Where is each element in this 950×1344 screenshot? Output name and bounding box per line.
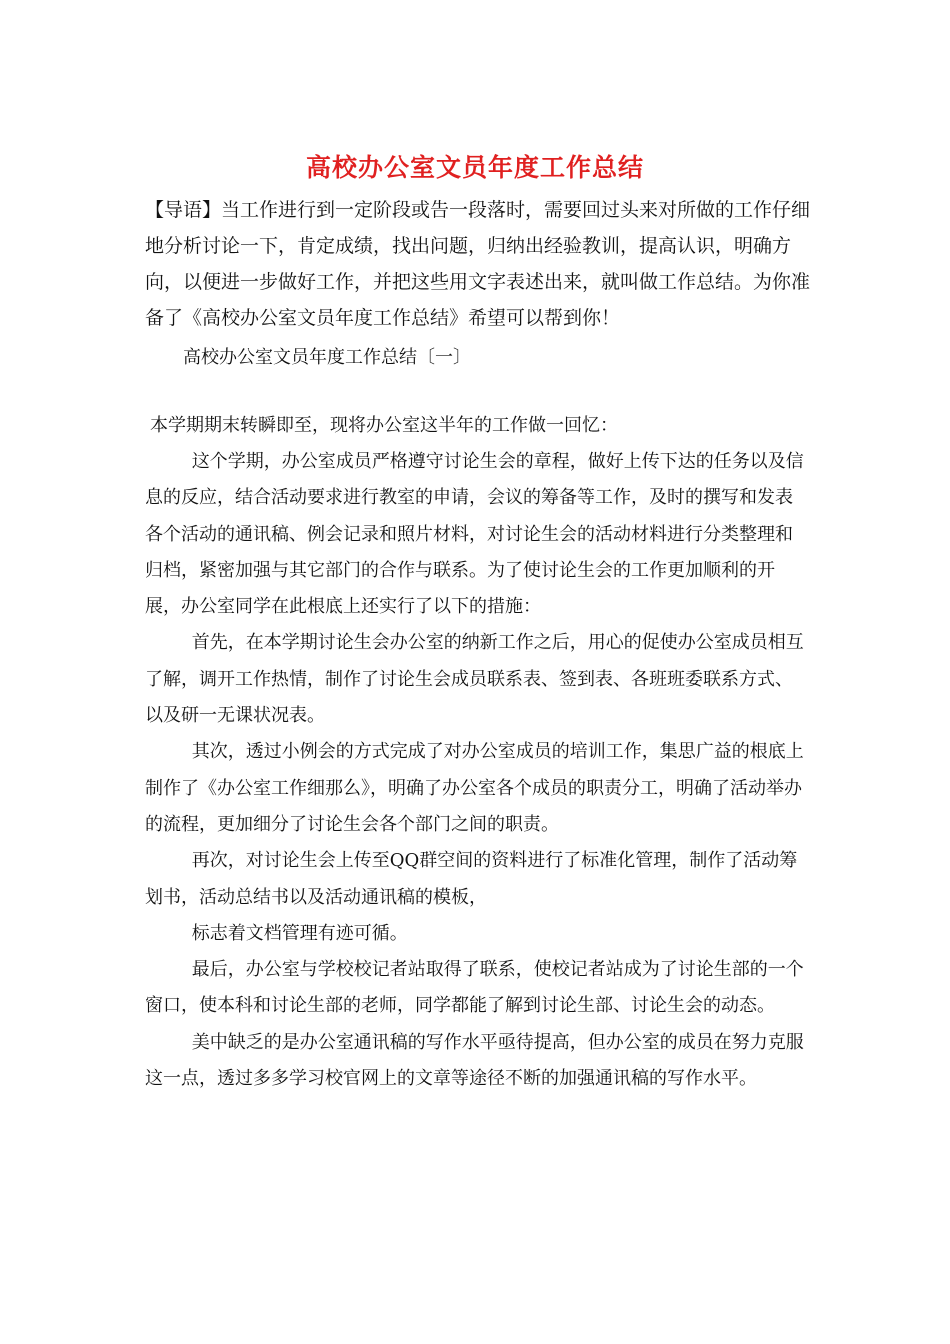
section-subtitle: 高校办公室文员年度工作总结〔一〕 <box>183 347 471 368</box>
lead-sentence: 本学期期末转瞬即至，现将办公室这半年的工作做一回忆： <box>150 415 618 436</box>
body-text <box>145 444 810 1097</box>
body-paragraph: 最后，办公室与学校校记者站取得了联系，使校记者站成为了讨论生部的一个窗口，使本科和讨论生部的老师，同学都能了解到讨论生部、讨论生会的动态。 <box>145 959 804 1017</box>
body-paragraph: 其次，透过小例会的方式完成了对办公室成员的培训工作，集思广益的根底上制作了《办公室工作细那么》，明确了办公室各个成员的职责分工，明确了活动举办的流程，更加细分了讨论生会各个部门之间的职责。 <box>145 741 804 835</box>
body-paragraph: 标志着文档管理有迹可循。 <box>191 922 408 944</box>
document-title: 高校办公室文员年度工作总结 <box>305 153 644 182</box>
body-paragraph: 首先，在本学期讨论生会办公室的纳新工作之后，用心的促使办公室成员相互了解，调开工作热情，制作了讨论生会成员联系表、签到表、各班班委联系方式、以及研一无课状况表。 <box>145 632 804 727</box>
body-paragraph: 再次，对讨论生会上传至QQ群空间的资料进行了标准化管理，制作了活动筹划书，活动总结书以及活动通讯稿的模板， <box>145 850 798 908</box>
intro-paragraph: 【导语】当工作进行到一定阶段或告一段落时，需要回过头来对所做的工作仔细地分析讨论一下，肯定成绩，找出问题，归纳出经验教训，提高认识，明确方向，以便进一步做好工作，并把这些用文字表述出来，就叫做工作总结。为你准备了《高校办公室文员年度工作总结》希望可以帮到你！ <box>145 199 811 329</box>
body-paragraph: 这个学期，办公室成员严格遵守讨论生会的章程，做好上传下达的任务以及信息的反应，结合活动要求进行教室的申请，会议的筹备等工作，及时的撰写和发表各个活动的通讯稿、例会记录和照片材料，对讨论生会的活动材料进行分类整理和归档，紧密加强与其它部门的合作与联系。为了使讨论生会的工作更加顺利的开展，办公室同学在此根底上还实行了以下的措施： <box>145 451 804 618</box>
body-paragraph: 美中缺乏的是办公室通讯稿的写作水平亟待提高，但办公室的成员在努力克服这一点，透过多多学习校官网上的文章等途径不断的加强通讯稿的写作水平。 <box>145 1031 804 1090</box>
